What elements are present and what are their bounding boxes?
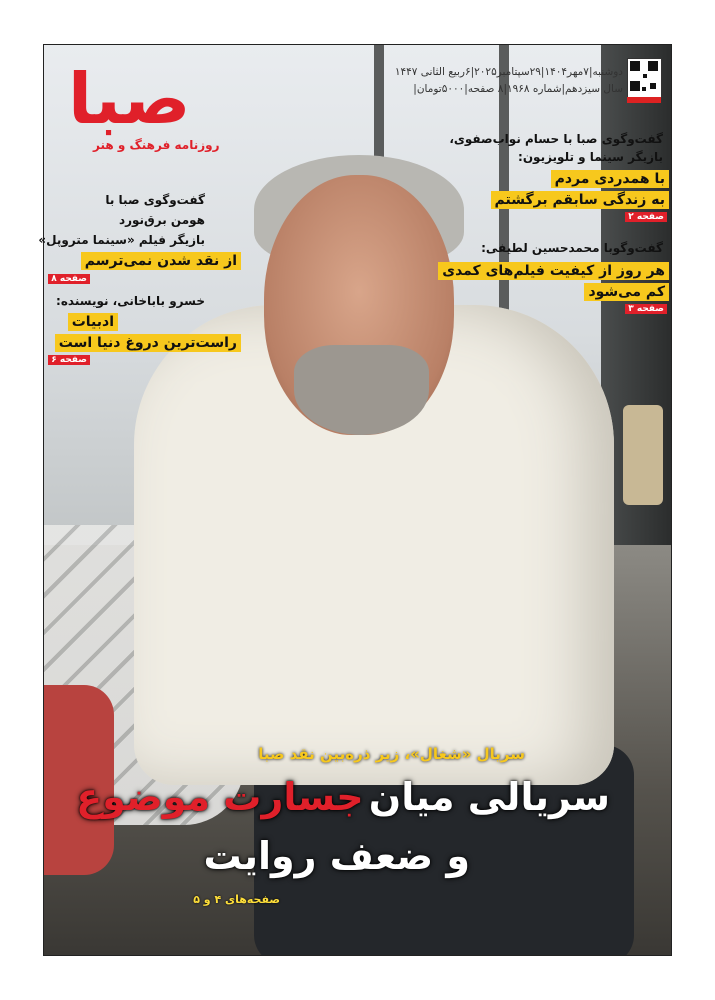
teaser-headline[interactable]: ادبیات [68,313,118,331]
page-reference[interactable]: صفحه ۸ [48,274,90,284]
teaser-headline[interactable]: به زندگی سابقم برگشتم [491,191,669,209]
logo-text: صبا [68,58,191,140]
main-story-title[interactable] [76,775,610,819]
teaser-headline[interactable]: کم می‌شود [584,283,669,301]
main-title-line2[interactable]: و ضعف روایت [203,834,470,878]
teaser-intro: گفت‌وگوی صبا با حسام نواب‌صفوی، [449,132,663,146]
teaser-intro: خسرو باباخانی، نویسنده: [56,294,205,308]
teaser-headline[interactable]: راست‌ترین دروغ دنیا است [55,334,241,352]
teaser-intro: بازیگر فیلم «سینما مترو‌پل» [38,233,205,247]
teaser-headline[interactable]: هر روز از کیفیت فیلم‌های کمدی [438,262,669,280]
main-title-part2: جسارت موضوع [76,775,364,819]
main-story-page[interactable]: صفحه‌های ۴ و ۵ [193,893,280,906]
masthead-logo [68,60,228,140]
teaser-intro: گفت‌وگوی صبا با [105,193,205,207]
main-title-part1: سریالی میان [368,775,610,819]
page-reference[interactable]: صفحه ۲ [625,212,667,222]
page-reference[interactable]: صفحه ۳ [625,304,667,314]
teaser-intro: بازیگر سینما و تلویزیون: [518,150,663,164]
actor-beard [294,345,429,435]
main-story-kicker: سریال «شغال»، زیر ذره‌بین نقد صبا [258,745,525,763]
qr-code[interactable] [627,58,662,98]
masthead-subtitle: روزنامه فرهنگ و هنر [93,138,220,152]
teaser-headline[interactable]: با همدردی مردم [551,170,669,188]
issue-number-line: سال سیزدهم|شماره ۱۹۶۸|۸ صفحه|۵۰۰۰تومان| [413,83,623,95]
qr-caption-bar [627,97,661,103]
teaser-intro: گفت‌وگوبا محمدحسین لطیفی: [481,241,663,255]
issue-date-line: دوشنبه|۷مهر۱۴۰۴|۲۹سپتامبر۲۰۲۵|۶ربیع الثانی ۱۴۴۷ [394,66,623,78]
page-reference[interactable]: صفحه ۶ [48,355,90,365]
teaser-intro: هومن برق‌نورد [118,213,205,227]
plant-decor [623,405,663,505]
teaser-headline[interactable]: از نقد شدن نمی‌ترسم [81,252,241,270]
